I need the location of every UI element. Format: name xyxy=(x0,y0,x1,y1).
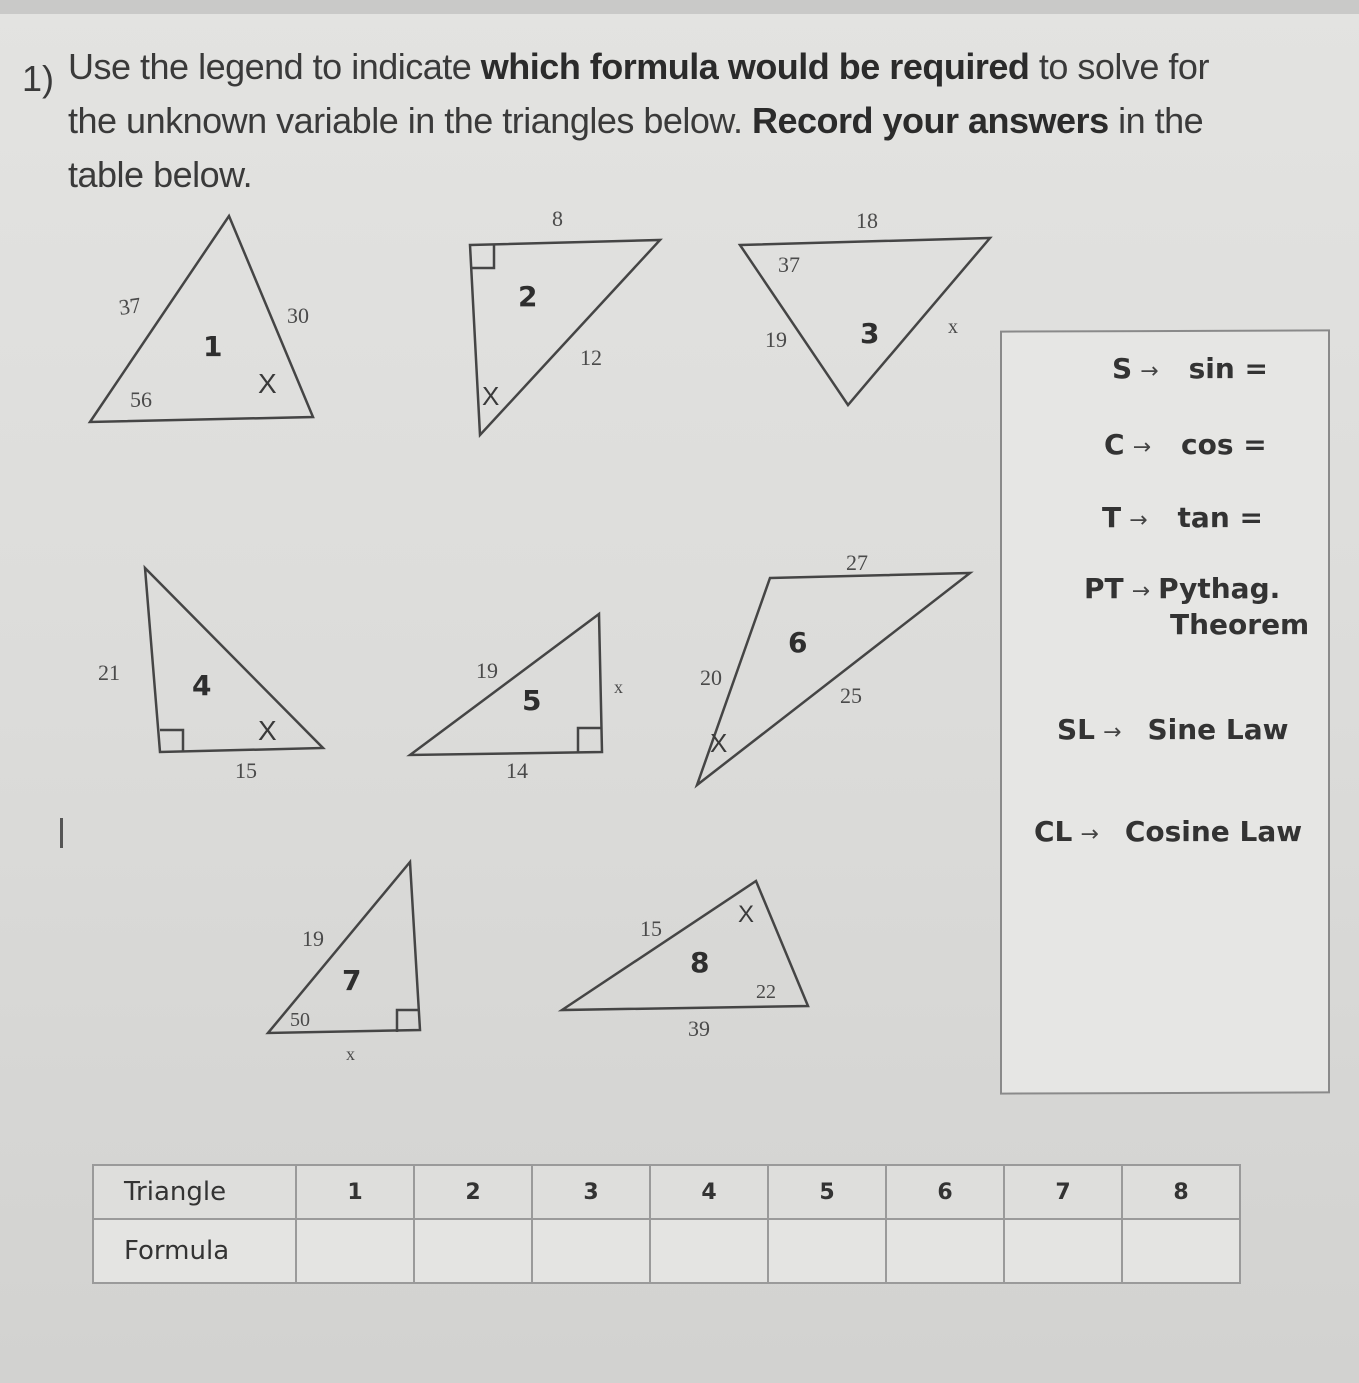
triangle-1-label-0: 37 xyxy=(117,292,143,320)
legend-meaning-sine-law: Sine Law xyxy=(1147,713,1289,746)
triangle-2-right-angle-mark xyxy=(472,245,494,268)
answer-table-formula-row xyxy=(93,1219,1240,1283)
legend-code-cl: CL xyxy=(1034,815,1073,848)
triangle-8-label-0: 15 xyxy=(640,916,662,941)
triangle-5-label-1: x xyxy=(614,677,623,697)
triangle-1-number: 1 xyxy=(203,330,223,363)
triangle-4-number: 4 xyxy=(192,669,212,702)
triangle-8-label-2: 22 xyxy=(756,981,776,1003)
triangle-4-label-1: 15 xyxy=(235,758,257,783)
triangle-8-label-1: X xyxy=(738,901,755,928)
triangle-1-label-3: X xyxy=(258,368,277,399)
legend-meaning-pythag: Pythag. xyxy=(1158,572,1281,605)
formula-cell-5[interactable] xyxy=(768,1219,886,1283)
legend-meaning-tan: tan = xyxy=(1177,501,1263,534)
legend-row-cos xyxy=(1104,428,1267,461)
arrow-icon: → xyxy=(1080,822,1099,847)
legend-row-tan xyxy=(1102,501,1263,534)
triangle-col-1: 1 xyxy=(296,1165,414,1219)
triangle-col-8: 8 xyxy=(1122,1165,1240,1219)
triangle-col-7: 7 xyxy=(1004,1165,1122,1219)
triangle-5-label-2: 14 xyxy=(506,758,528,783)
triangle-3-number: 3 xyxy=(860,317,880,350)
triangle-7-shape xyxy=(268,862,420,1033)
arrow-icon: → xyxy=(1131,579,1151,604)
legend-row-cosine-law xyxy=(1034,815,1302,848)
legend-meaning-cosine-law: Cosine Law xyxy=(1124,815,1303,848)
triangle-7-label-1: 50 xyxy=(290,1009,310,1031)
triangle-8-number: 8 xyxy=(690,946,710,979)
legend-code-pt: PT xyxy=(1084,572,1124,605)
arrow-icon: → xyxy=(1103,720,1122,745)
triangle-4-right-angle-mark xyxy=(160,730,183,752)
formula-cell-8[interactable] xyxy=(1122,1219,1240,1283)
question-text-part-1: Use the legend to indicate xyxy=(68,46,481,87)
legend-row-sin xyxy=(1112,352,1268,385)
answer-table-triangle-row xyxy=(93,1165,1240,1219)
triangle-col-5: 5 xyxy=(768,1165,886,1219)
triangle-2-label-2: X xyxy=(482,381,500,411)
legend-code-sl: SL xyxy=(1057,713,1096,746)
triangle-5-number: 5 xyxy=(522,684,542,717)
triangle-3-label-1: 37 xyxy=(778,252,800,277)
question-text-part-2: to solve for the unknown variable in the triangles below. xyxy=(68,46,1209,141)
triangle-6-number: 6 xyxy=(788,626,808,659)
triangle-5-shape xyxy=(410,614,602,755)
triangle-col-2: 2 xyxy=(414,1165,532,1219)
legend-code-c: C xyxy=(1104,428,1125,461)
triangle-6-label-2: 25 xyxy=(840,683,862,708)
formula-cell-4[interactable] xyxy=(650,1219,768,1283)
triangle-col-3: 3 xyxy=(532,1165,650,1219)
triangle-8-label-3: 39 xyxy=(688,1016,710,1041)
triangle-7-number: 7 xyxy=(342,964,362,997)
triangle-6-label-3: X xyxy=(710,728,728,758)
legend-meaning-sin: sin = xyxy=(1188,352,1269,385)
legend-code-s: S xyxy=(1112,352,1133,385)
formula-cell-3[interactable] xyxy=(532,1219,650,1283)
question-number: 1) xyxy=(22,58,55,99)
question-bold-part-2: Record your answers xyxy=(751,100,1109,141)
triangle-3-label-2: 19 xyxy=(765,327,787,352)
formula-cell-6[interactable] xyxy=(886,1219,1004,1283)
legend-row-pythag xyxy=(1084,572,1280,605)
triangle-4-shape xyxy=(145,568,323,752)
triangle-1-label-1: 30 xyxy=(287,303,309,328)
triangle-3-label-0: 18 xyxy=(856,208,878,233)
question-bold-part-1: which formula would be required xyxy=(480,46,1030,87)
formula-cell-7[interactable] xyxy=(1004,1219,1122,1283)
arrow-icon: → xyxy=(1132,435,1151,460)
triangle-col-6: 6 xyxy=(886,1165,1004,1219)
legend-code-t: T xyxy=(1102,501,1122,534)
triangle-7-right-angle-mark xyxy=(397,1010,420,1032)
triangle-6-label-0: 27 xyxy=(846,550,868,575)
triangle-5-label-0: 19 xyxy=(476,658,498,683)
legend-meaning-cos: cos = xyxy=(1181,428,1267,461)
triangle-2-label-1: 12 xyxy=(580,345,602,370)
formula-cell-2[interactable] xyxy=(414,1219,532,1283)
triangle-7-label-0: 19 xyxy=(302,926,324,951)
triangle-5-right-angle-mark xyxy=(578,728,601,752)
legend-meaning-theorem: Theorem xyxy=(1170,608,1310,641)
answer-table xyxy=(92,1164,1241,1284)
question-text-part-3: in the table below. xyxy=(68,100,1204,195)
triangle-4-label-2: X xyxy=(258,715,277,746)
stray-pen-mark xyxy=(60,818,63,848)
triangle-2-number: 2 xyxy=(518,280,538,313)
triangle-7-label-2: x xyxy=(346,1044,355,1064)
triangle-col-4: 4 xyxy=(650,1165,768,1219)
triangle-2-label-0: 8 xyxy=(552,206,563,231)
legend-row-sine-law xyxy=(1057,713,1289,746)
triangle-3-label-3: x xyxy=(948,316,958,338)
triangle-6-shape xyxy=(697,573,970,785)
row-label-triangle: Triangle xyxy=(93,1165,296,1219)
triangle-6-label-1: 20 xyxy=(700,665,722,690)
arrow-icon: → xyxy=(1129,508,1148,533)
triangle-4-label-0: 21 xyxy=(98,660,120,685)
triangle-1-label-2: 56 xyxy=(130,387,152,412)
row-label-formula: Formula xyxy=(93,1219,296,1283)
arrow-icon: → xyxy=(1140,359,1159,384)
formula-cell-1[interactable] xyxy=(296,1219,414,1283)
